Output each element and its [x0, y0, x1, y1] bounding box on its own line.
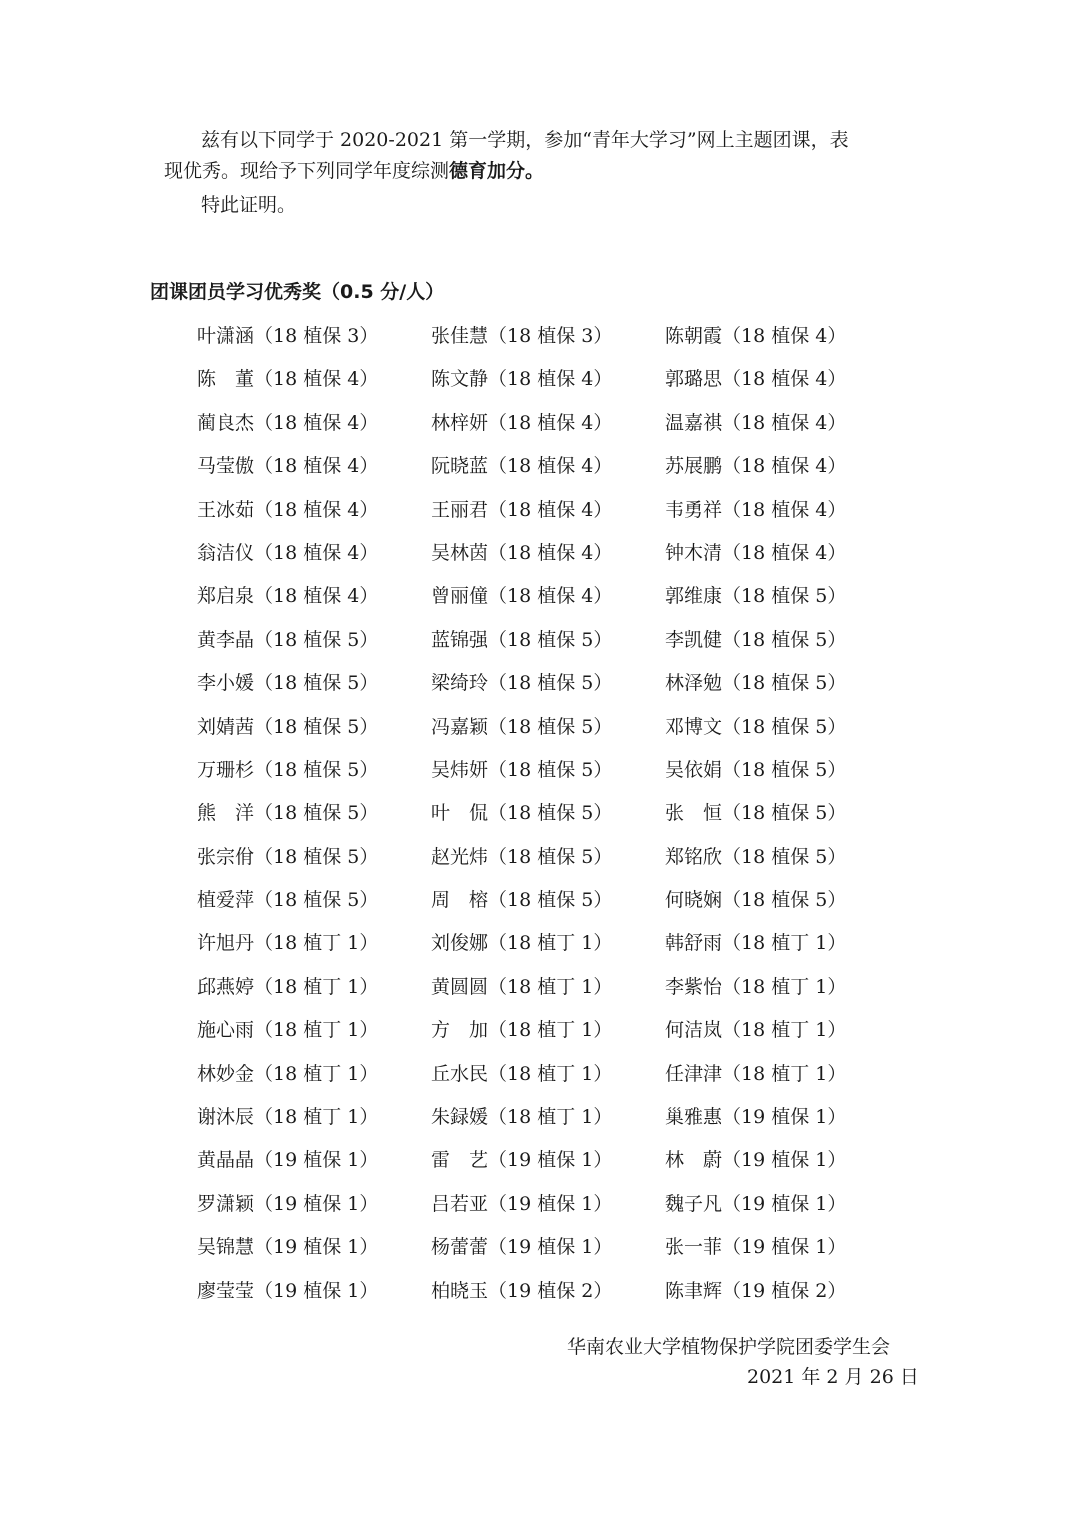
student-row	[197, 582, 917, 625]
signature-date: 2021 年 2 月 26 日	[747, 1366, 919, 1388]
signature-org: 华南农业大学植物保护学院团委学生会	[567, 1336, 891, 1358]
student-entry: 何洁岚（18 植丁 1）	[665, 1019, 847, 1042]
student-row	[197, 973, 917, 1016]
student-row	[197, 1103, 917, 1146]
student-entry: 施心雨（18 植丁 1）	[197, 1019, 379, 1042]
student-entry: 叶 侃（18 植保 5）	[431, 802, 613, 825]
student-row	[197, 322, 917, 365]
student-row	[197, 756, 917, 799]
student-entry: 周 榕（18 植保 5）	[431, 889, 613, 912]
student-row	[197, 886, 917, 929]
student-row	[197, 539, 917, 582]
student-entry: 张宗佾（18 植保 5）	[197, 845, 379, 868]
student-entry: 植爱萍（18 植保 5）	[197, 889, 379, 912]
student-entry: 柏晓玉（19 植保 2）	[431, 1279, 613, 1302]
student-entry: 林妙金（18 植丁 1）	[197, 1062, 379, 1085]
student-row	[197, 626, 917, 669]
student-entry: 林梓妍（18 植保 4）	[431, 411, 613, 434]
student-entry: 吕若亚（19 植保 1）	[431, 1192, 613, 1215]
student-list	[197, 322, 917, 1320]
student-entry: 温嘉祺（18 植保 4）	[665, 411, 847, 434]
student-entry: 李凯健（18 植保 5）	[665, 628, 847, 651]
student-entry: 郭维康（18 植保 5）	[665, 585, 847, 608]
student-row	[197, 1233, 917, 1276]
student-row	[197, 799, 917, 842]
student-entry: 王丽君（18 植保 4）	[431, 498, 613, 521]
student-row	[197, 496, 917, 539]
student-entry: 赵光炜（18 植保 5）	[431, 845, 613, 868]
student-entry: 张佳慧（18 植保 3）	[431, 325, 613, 347]
student-row	[197, 1060, 917, 1103]
student-entry: 李紫怡（18 植丁 1）	[665, 975, 847, 998]
student-entry: 陈文静（18 植保 4）	[431, 368, 613, 391]
student-entry: 梁绮玲（18 植保 5）	[431, 672, 613, 695]
student-entry: 陈 董（18 植保 4）	[197, 368, 379, 391]
student-row	[197, 365, 917, 408]
student-entry: 郑铭欣（18 植保 5）	[665, 845, 847, 868]
student-entry: 任津津（18 植丁 1）	[665, 1062, 847, 1085]
student-entry: 陈朝霞（18 植保 4）	[665, 325, 847, 347]
student-entry: 蔺良杰（18 植保 4）	[197, 411, 379, 434]
student-entry: 邱燕婷（18 植丁 1）	[197, 975, 379, 998]
student-entry: 巢雅惠（19 植保 1）	[665, 1106, 847, 1129]
intro-line-2-text: 现优秀。现给予下列同学年度综测	[164, 160, 450, 182]
student-row	[197, 409, 917, 452]
student-entry: 吴依娟（18 植保 5）	[665, 758, 847, 781]
student-entry: 王冰茹（18 植保 4）	[197, 498, 379, 521]
student-entry: 吴炜妍（18 植保 5）	[431, 758, 613, 781]
student-entry: 叶潇涵（18 植保 3）	[197, 325, 379, 347]
student-entry: 黄晶晶（19 植保 1）	[197, 1149, 379, 1172]
student-entry: 朱録媛（18 植丁 1）	[431, 1106, 613, 1129]
student-entry: 廖莹莹（19 植保 1）	[197, 1279, 379, 1302]
student-row	[197, 929, 917, 972]
student-entry: 吴林茵（18 植保 4）	[431, 541, 613, 564]
student-entry: 万珊杉（18 植保 5）	[197, 758, 379, 781]
student-row	[197, 1146, 917, 1189]
student-entry: 韦勇祥（18 植保 4）	[665, 498, 847, 521]
student-entry: 邓博文（18 植保 5）	[665, 715, 847, 738]
student-entry: 张 恒（18 植保 5）	[665, 802, 847, 825]
student-entry: 熊 洋（18 植保 5）	[197, 802, 379, 825]
student-entry: 罗潇颖（19 植保 1）	[197, 1192, 379, 1215]
student-entry: 冯嘉颖（18 植保 5）	[431, 715, 613, 738]
student-entry: 郑启泉（18 植保 4）	[197, 585, 379, 608]
student-row	[197, 1277, 917, 1320]
student-entry: 陈聿辉（19 植保 2）	[665, 1279, 847, 1302]
student-entry: 林泽勉（18 植保 5）	[665, 672, 847, 695]
student-entry: 张一菲（19 植保 1）	[665, 1236, 847, 1259]
student-row	[197, 452, 917, 495]
student-entry: 许旭丹（18 植丁 1）	[197, 932, 379, 955]
student-entry: 翁洁仪（18 植保 4）	[197, 541, 379, 564]
student-entry: 魏子凡（19 植保 1）	[665, 1192, 847, 1215]
intro-line-1: 兹有以下同学于 2020-2021 第一学期，参加“青年大学习”网上主题团课，表	[201, 129, 849, 151]
intro-line-2-bold: 德育加分。	[449, 160, 545, 182]
student-entry: 苏展鹏（18 植保 4）	[665, 455, 847, 478]
student-entry: 方 加（18 植丁 1）	[431, 1019, 613, 1042]
student-entry: 杨蕾蕾（19 植保 1）	[431, 1236, 613, 1259]
student-entry: 刘俊娜（18 植丁 1）	[431, 932, 613, 955]
student-entry: 黄李晶（18 植保 5）	[197, 628, 379, 651]
student-entry: 曾丽僮（18 植保 4）	[431, 585, 613, 608]
student-entry: 吴锦慧（19 植保 1）	[197, 1236, 379, 1259]
student-entry: 黄圆圆（18 植丁 1）	[431, 975, 613, 998]
student-entry: 雷 艺（19 植保 1）	[431, 1149, 613, 1172]
intro-line-3: 特此证明。	[201, 194, 297, 216]
student-entry: 郭璐思（18 植保 4）	[665, 368, 847, 391]
student-entry: 何晓娴（18 植保 5）	[665, 889, 847, 912]
intro-line-2	[164, 159, 544, 183]
section-title: 团课团员学习优秀奖（0.5 分/人）	[150, 281, 445, 303]
student-entry: 林 蔚（19 植保 1）	[665, 1149, 847, 1172]
student-entry: 蓝锦强（18 植保 5）	[431, 628, 613, 651]
student-entry: 丘水民（18 植丁 1）	[431, 1062, 613, 1085]
student-entry: 刘婧茜（18 植保 5）	[197, 715, 379, 738]
student-entry: 谢沐辰（18 植丁 1）	[197, 1106, 379, 1129]
student-row	[197, 713, 917, 756]
student-entry: 韩舒雨（18 植丁 1）	[665, 932, 847, 955]
student-row	[197, 669, 917, 712]
student-entry: 钟木清（18 植保 4）	[665, 541, 847, 564]
student-row	[197, 1016, 917, 1059]
student-row	[197, 1190, 917, 1233]
student-entry: 马莹傲（18 植保 4）	[197, 455, 379, 478]
student-entry: 李小媛（18 植保 5）	[197, 672, 379, 695]
student-entry: 阮晓蓝（18 植保 4）	[431, 455, 613, 478]
student-row	[197, 843, 917, 886]
